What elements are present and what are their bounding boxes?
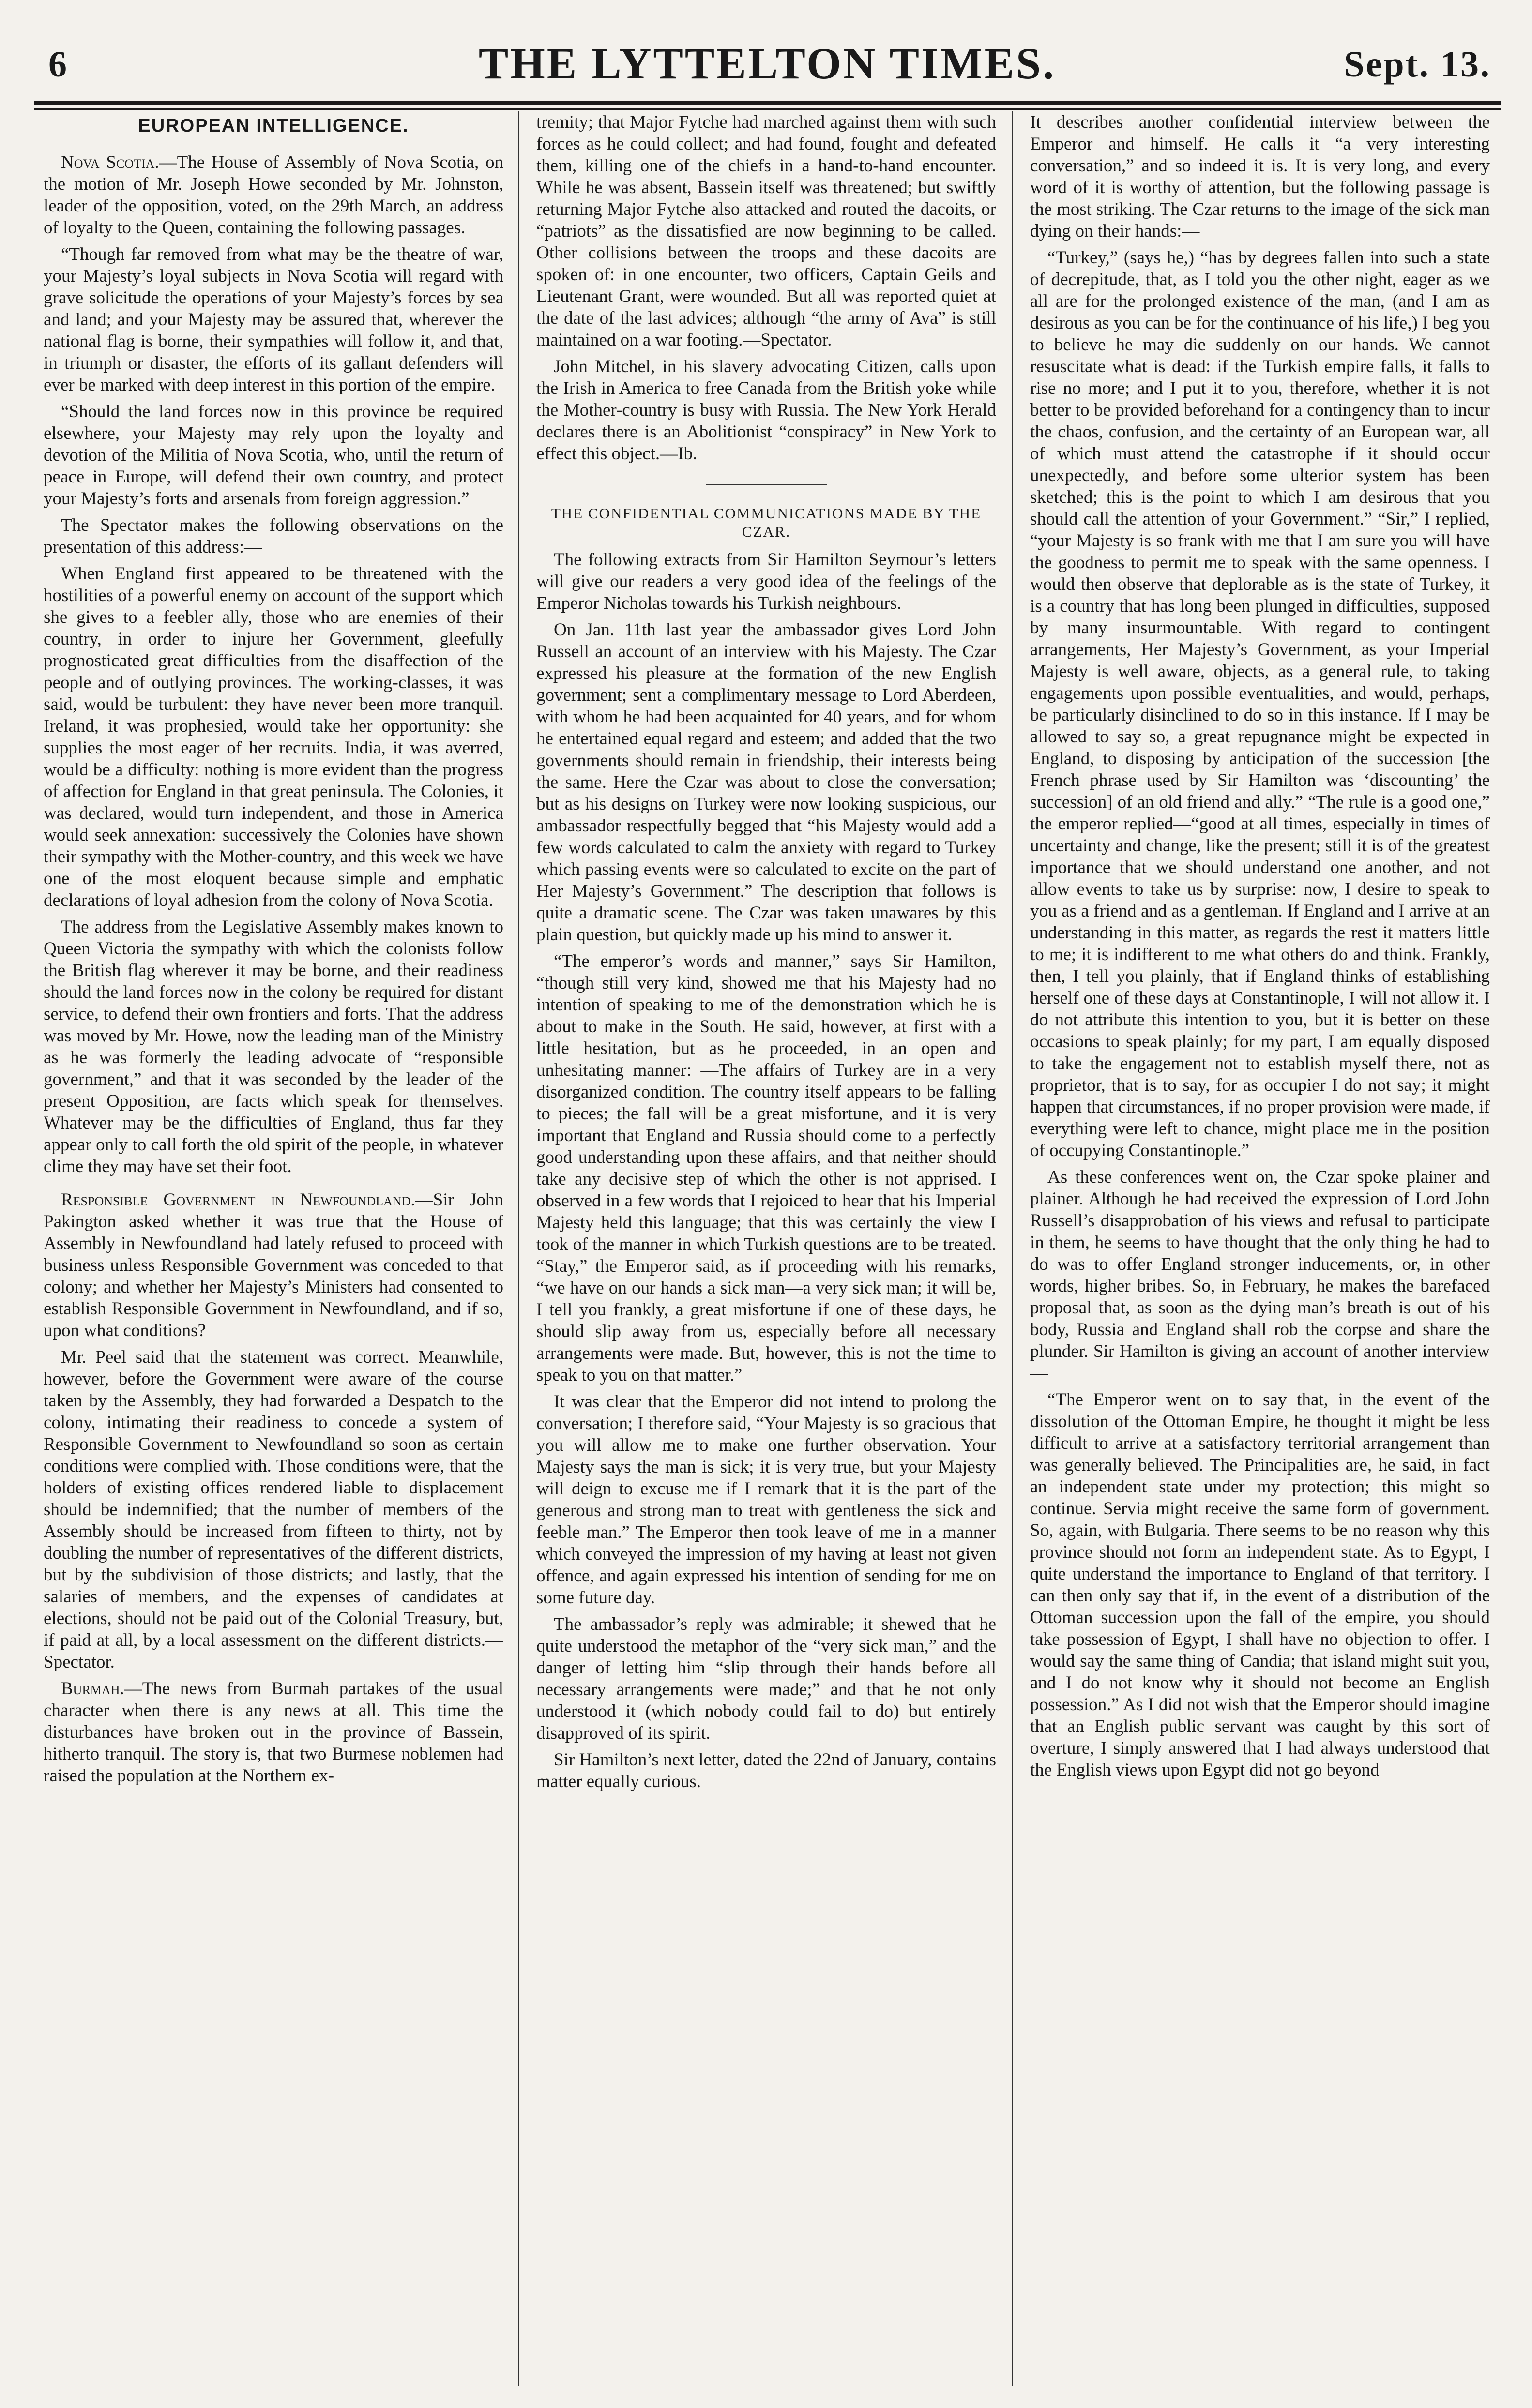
page-number: 6 <box>48 44 67 85</box>
paragraph: It describes another confidential interview between the Emperor and himself. He calls it “a very interesting conversation,” and so indeed it is. It is very long, and every word of it is worthy of attention, but the following passage is the most striking. The Czar returns to the image of the sick man dying on their hands:— <box>1030 112 1490 241</box>
masthead <box>34 19 1501 97</box>
paragraph: tremity; that Major Fytche had marched against them with such forces as he could collect; and had found, fought and defeated them, killing one of the chiefs in a hand-to-hand encounter. While he was absent, Bassein itself was threatened; but swiftly returning Major Fytche also attacked and routed the dacoits, or “patriots” as the dissatisfied are now beginning to be called. Other collisions between the troops and these dacoits are spoken of: in one encounter, two officers, Captain Geils and Lieutenant Grant, were wounded. But all was reported quiet at the date of the last advices; although “the army of Ava” is still maintained on a war footing.—Spectator. <box>536 112 996 350</box>
column-divider <box>518 111 519 2386</box>
paragraph: “Turkey,” (says he,) “has by degrees fallen into such a state of decrepitude, that, as I told you the other night, eager as we all are for the prolonged existence of the man, (and I am as desirous as you can be for the continuance of his life,) I beg you to believe he may die suddenly on our hands. We cannot resuscitate what is dead: if the Turkish empire falls, it falls to rise no more; and I put it to you, therefore, whether it is not better to be provided beforehand for a contingency than to incur the chaos, confusion, and the certainty of an European war, all of which must attend the catastrophe if it should occur unexpectedly, and before some ulterior system has been sketched; this is the point to which I am desirous that you should call the attention of your Government.” “Sir,” I replied, “your Majesty is so frank with me that I am sure you will have the goodness to permit me to speak with the same openness. I would then observe that deplorable as is the state of Turkey, it is a country that has long been plunged in difficulties, supposed by many insurmountable. With regard to contingent arrangements, Her Majesty’s Government, as your Imperial Majesty is well aware, objects, as a general rule, to taking engagements upon possible eventualities, and would, perhaps, be particularly disinclined to do so in this instance. If I may be allowed to say so, a great repugnance might be expected in England, to disposing by anticipation of the succession [the French phrase used by Sir Hamilton was ‘discounting’ the succession] of an old friend and ally.” “The rule is a good one,” the emperor replied—“good at all times, especially in times of uncertainty and change, like the present; still it is of the greatest importance that we should understand one another, and not allow events to take us by surprise: now, I desire to speak to you as a friend and as a gentleman. If England and I arrive at an understanding in this matter, as regards the rest it matters little to me; it is indifferent to me what others do and think. Frankly, then, I tell you plainly, that if England thinks of establishing herself one of these days at Constantinople, I will not allow it. I do not attribute this intention to you, but it is better on these occasions to speak plainly; for my part, I am equally disposed to take the engagement not to establish myself there, not as proprietor, that is to say, for as occupier I do not say; it might happen that circumstances, if no proper provision were made, if everything were left to chance, might place me in the position of occupying Constantinople.” <box>1030 248 1490 1160</box>
paragraph: Mr. Peel said that the statement was correct. Meanwhile, however, before the Government were aware of the course taken by the Assembly, they had forwarded a Despatch to the colony, intimating their readiness to concede a system of Responsible Government to Newfoundland so soon as certain conditions were complied with. Those conditions were, that the holders of existing offices rendered liable to displacement should be indemnified; that the number of members of the Assembly should be increased from fifteen to thirty, not by doubling the number of representatives of the different districts, but by the subdivision of those districts; and lastly, that the salaries of members, and the expenses of candidates at elections, should not be paid out of the Colonial Treasury, but, if paid at all, by a local assessment on the different districts.—Spectator. <box>44 1347 503 1672</box>
paragraph-lead: Nova Scotia. <box>61 152 159 172</box>
paragraph: On Jan. 11th last year the ambassador gives Lord John Russell an account of an interview with his Majesty. The Czar expressed his pleasure at the formation of the new English government; sent a complimentary message to Lord Aberdeen, with whom he had been acquainted for 40 years, and for whom he entertained equal regard and esteem; and added that the two governments should remain in friendship, their interests being the same. Here the Czar was about to close the conversation; but as his designs on Turkey were now looking suspicious, our ambassador respectfully begged that “his Majesty would add a few words calculated to calm the anxiety with regard to Turkey which passing events were so calculated to excite on the part of Her Majesty’s Government.” The description that follows is quite a dramatic scene. The Czar was taken unawares by this plain question, but quickly made up his mind to answer it. <box>536 620 996 945</box>
paragraph: “Should the land forces now in this province be required elsewhere, your Majesty may rely upon the loyalty and devotion of the Militia of Nova Scotia, who, until the return of peace in Europe, will defend their own country, and protect your Majesty’s forts and arsenals from foreign aggression.” <box>44 402 503 509</box>
paragraph: Responsible Government in Newfoundland.—Sir John Pakington asked whether it was true that the House of Assembly in Newfoundland had lately refused to proceed with business unless Responsible Government was conceded to that colony; and whether her Majesty’s Ministers had consented to establish Responsible Government in Newfoundland, and if so, upon what conditions? <box>44 1190 503 1340</box>
masthead-rule-thick <box>34 101 1501 105</box>
paragraph: “The Emperor went on to say that, in the event of the dissolution of the Ottoman Empire, he thought it might be less difficult to arrive at a satisfactory territorial arrangement than was generally believed. The Principalities are, he said, in fact an independent state under my protection; this might so continue. Servia might receive the same form of government. So, again, with Bulgaria. There seems to be no reason why this province should not form an independent state. As to Egypt, I quite understand the importance to England of that territory. I can then only say that if, in the event of a distribution of the Ottoman succession upon the fall of the empire, you should take possession of Egypt, I shall have no objection to offer. I would say the same thing of Candia; that island might suit you, and I do not know why it should not become an English possession.” As I did not wish that the Emperor should imagine that an English public servant was caught by this sort of overture, I simply answered that I had always understood that the English views upon Egypt did not go beyond <box>1030 1390 1490 1780</box>
paragraph: The address from the Legislative Assembly makes known to Queen Victoria the sympathy with which the colonists follow the British flag wherever it may be borne, and their readiness should the land forces now in the colony be required for distant service, to defend their own frontiers and forts. That the address was moved by Mr. Howe, now the leading man of the Ministry as he was formerly the leading advocate of “responsible government,” and that it was seconded by the leader of the present Opposition, are facts which speak for themselves. Whatever may be the difficulties of England, thus far they appear only to call forth the old spirit of the people, in whatever clime they may have set their foot. <box>44 917 503 1176</box>
paragraph-lead: Responsible Government in Newfoundland. <box>61 1190 415 1210</box>
paragraph: “Though far removed from what may be the theatre of war, your Majesty’s loyal subjects in Nova Scotia will regard with grave solicitude the operations of your Majesty’s forces by sea and land; and your Majesty may be assured that, wherever the national flag is borne, their sympathies will follow it, and that, in triumph or disaster, the efforts of its gallant defenders will ever be marked with deep interest in this portion of the empire. <box>44 244 503 395</box>
paragraph: Nova Scotia.—The House of Assembly of Nova Scotia, on the motion of Mr. Joseph Howe seconded by Mr. Johnston, leader of the opposition, voted, on the 29th March, an address of loyalty to the Queen, containing the following passages. <box>44 152 503 238</box>
paragraph: The Spectator makes the following observations on the presentation of this address:— <box>44 515 503 557</box>
paragraph: Burmah.—The news from Burmah partakes of the usual character when there is any news at all. This time the disturbances have broken out in the province of Bassein, hitherto tranquil. The story is, that two Burmese noblemen had raised the population at the Northern ex- <box>44 1679 503 1786</box>
column-2 <box>536 111 996 2386</box>
paragraph: When England first appeared to be threatened with the hostilities of a powerful enemy on account of the support which she gives to a feebler ally, those who are enemies of their country, in order to injure her Government, gleefully prognosticated great difficulties from the disaffection of the people and of outlying provinces. The working-classes, it was said, would be turbulent: they have never been more tranquil. Ireland, it was prophesied, would take her opportunity: she supplies the most eager of her recruits. India, it was averred, would be a difficulty: nothing is more evident than the progress of affection for England in that great peninsula. The Colonies, it was declared, would turn independent, and those in America would seek annexation: successively the Colonies have shown their sympathy with the Mother-country, and this week we have one of the most eloquent because simple and emphatic declarations of loyal adhesion from the colony of Nova Scotia. <box>44 564 503 910</box>
column-divider <box>1012 111 1013 2386</box>
section-heading: EUROPEAN INTELLIGENCE. <box>138 116 409 136</box>
issue-date: Sept. 13. <box>1344 44 1491 85</box>
article-heading: THE CONFIDENTIAL COMMUNICATIONS MADE BY THE CZAR. <box>551 505 982 540</box>
paragraph: “The emperor’s words and manner,” says Sir Hamilton, “though still very kind, showed me that his Majesty had no intention of speaking to me of the demonstration which he is about to make in the South. He said, however, at first with a little hesitation, but as he proceeded, in an open and unhesitating manner: —The affairs of Turkey are in a very disorganized condition. The country itself appears to be falling to pieces; the fall will be a great misfortune, and it is very important that England and Russia should come to a perfectly good understanding upon these affairs, and that neither should take any decisive step of which the other is not apprised. I observed in a few words that I rejoiced to hear that his Imperial Majesty held this language; that this was certainly the view I took of the manner in which Turkish questions are to be treated. “Stay,” the Emperor said, as if proceeding with his remarks, “we have on our hands a sick man—a very sick man; it will be, I tell you frankly, a great misfortune if one of these days, he should slip away from us, especially before all necessary arrangements were made. But, however, this is not the time to speak to you on that matter.” <box>536 951 996 1385</box>
masthead-rule-thin <box>34 108 1501 110</box>
newspaper-title: THE LYTTELTON TIMES. <box>478 39 1056 88</box>
paragraph: The ambassador’s reply was admirable; it shewed that he quite understood the metaphor of the “very sick man,” and the danger of letting him “slip through their hands before all necessary arrangements were made;” and that he not only understood it (which nobody could fail to do) but entirely disapproved of its spirit. <box>536 1614 996 1743</box>
paragraph: It was clear that the Emperor did not intend to prolong the conversation; I therefore said, “Your Majesty is so gracious that you will allow me to make one further observation. Your Majesty says the man is sick; it is very true, but your Majesty will deign to excuse me if I remark that it is the part of the generous and strong man to treat with gentleness the sick and feeble man.” The Emperor then took leave of me in a manner which conveyed the impression of my having at least not given offence, and again expressed his intention of sending for me on some future day. <box>536 1392 996 1608</box>
column-1 <box>44 111 503 2386</box>
paragraph: Sir Hamilton’s next letter, dated the 22nd of January, contains matter equally curious. <box>536 1750 996 1791</box>
column-3 <box>1030 111 1490 2386</box>
paragraph: As these conferences went on, the Czar spoke plainer and plainer. Although he had received the expression of Lord John Russell’s disapprobation of his views and refusal to participate in them, he seems to have thought that the only thing he had to do was to offer England stronger inducements, or, in other words, higher bribes. So, in February, he makes the barefaced proposal that, as soon as the dying man’s breath is out of his body, Russia and England shall rob the corpse and share the plunder. Sir Hamilton is giving an account of another interview— <box>1030 1167 1490 1383</box>
paragraph: The following extracts from Sir Hamilton Seymour’s letters will give our readers a very good idea of the feelings of the Emperor Nicholas towards his Turkish neighbours. <box>536 550 996 613</box>
section-separator <box>706 484 827 485</box>
paragraph-lead: Burmah. <box>61 1679 124 1699</box>
paragraph: John Mitchel, in his slavery advocating Citizen, calls upon the Irish in America to free Canada from the British yoke while the Mother-country is busy with Russia. The New York Herald declares there is an Abolitionist “conspiracy” in New York to effect this object.—Ib. <box>536 357 996 464</box>
